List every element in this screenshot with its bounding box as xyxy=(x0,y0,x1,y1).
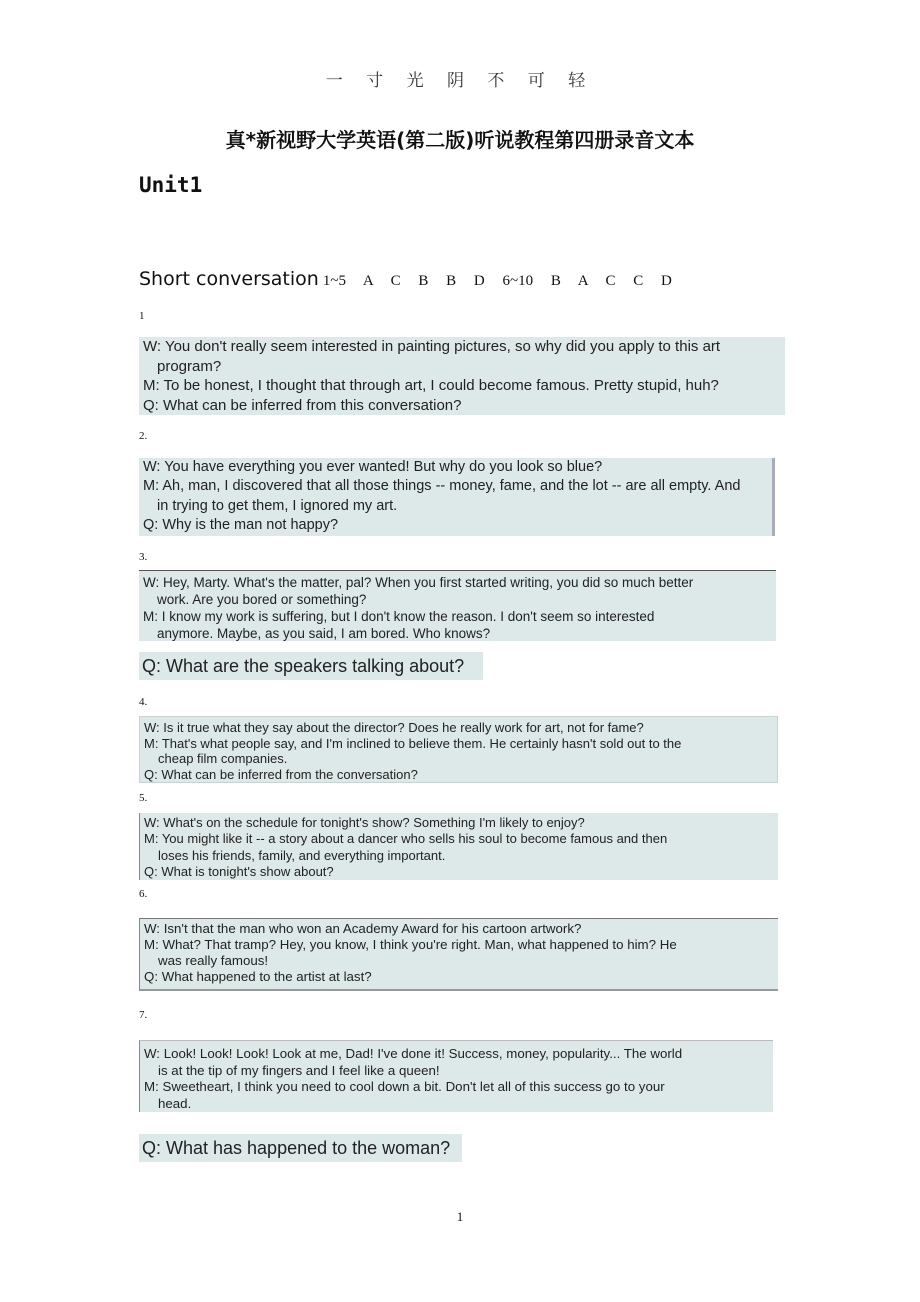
line: M: What? That tramp? Hey, you know, I think you're right. Man, what happened to him? He xyxy=(144,937,677,952)
line: W: What's on the schedule for tonight's show? Something I'm likely to enjoy? xyxy=(144,815,585,830)
question-box: Q: What are the speakers talking about? xyxy=(139,652,483,680)
conversation-box xyxy=(139,813,778,880)
line: W: You don't really seem interested in painting pictures, so why did you apply to this art xyxy=(143,338,721,355)
item-number: 7. xyxy=(139,1009,148,1021)
item-number: 1 xyxy=(139,310,145,322)
conversation-box xyxy=(139,570,776,641)
conversation-box xyxy=(139,1040,773,1112)
line: is at the tip of my fingers and I feel like a queen! xyxy=(158,1062,440,1078)
line: head. xyxy=(158,1096,192,1112)
line: Q: Why is the man not happy? xyxy=(143,516,339,533)
conversation-box xyxy=(139,458,775,536)
page-header-motto: 一 寸 光 阴 不 可 轻 xyxy=(325,71,595,91)
line: Q: What happened to the artist at last? xyxy=(144,969,372,984)
line: program? xyxy=(157,357,222,375)
line: loses his friends, family, and everything important. xyxy=(158,847,446,863)
line: M: Sweetheart, I think you need to cool down a bit. Don't let all of this success go to your xyxy=(144,1079,665,1095)
section-label: Short conversation xyxy=(139,268,319,290)
line: W: Is it true what they say about the director? Does he really work for art, not for fame? xyxy=(144,720,644,735)
line: M: You might like it -- a story about a dancer who sells his soul to become famous and then xyxy=(144,831,668,847)
line: M: Ah, man, I discovered that all those things -- money, fame, and the lot -- are all empty. And xyxy=(143,478,741,495)
conversation-box xyxy=(139,918,778,991)
answer-key: 1~5 A C B B D 6~10 B A C C D xyxy=(322,273,672,289)
item-number: 4. xyxy=(139,696,148,708)
line: Q: What can be inferred from this conversation? xyxy=(143,396,462,414)
item-number: 5. xyxy=(139,792,148,804)
line: M: That's what people say, and I'm inclined to believe them. He certainly hasn't sold out to the xyxy=(144,735,682,751)
item-number: 2. xyxy=(139,430,148,442)
item-number: 6. xyxy=(139,888,148,900)
line: W: Look! Look! Look! Look at me, Dad! I've done it! Success, money, popularity... The world xyxy=(144,1046,683,1061)
line: Q: What can be inferred from the conversation? xyxy=(144,766,418,782)
line: work. Are you bored or something? xyxy=(157,592,367,607)
question-box: Q: What has happened to the woman? xyxy=(139,1134,462,1162)
line: in trying to get them, I ignored my art. xyxy=(157,497,398,514)
short-conversation-heading xyxy=(139,268,672,290)
page-number: 1 xyxy=(456,1209,464,1224)
line: M: I know my work is suffering, but I don't know the reason. I don't seem so interested xyxy=(143,609,655,624)
line: cheap film companies. xyxy=(158,751,288,766)
line: W: You have everything you ever wanted! But why do you look so blue? xyxy=(143,459,603,475)
line: anymore. Maybe, as you said, I am bored. Who knows? xyxy=(157,626,491,641)
line: W: Isn't that the man who won an Academy Award for his cartoon artwork? xyxy=(144,921,582,936)
document-title: 真*新视野大学英语(第二版)听说教程第四册录音文本 xyxy=(225,128,695,152)
line: M: To be honest, I thought that through art, I could become famous. Pretty stupid, huh? xyxy=(143,377,719,394)
unit-heading: Unit1 xyxy=(139,173,203,197)
conversation-box xyxy=(139,716,778,783)
item-number: 3. xyxy=(139,551,148,563)
conversation-box xyxy=(139,337,785,415)
line: Q: What is tonight's show about? xyxy=(144,863,334,879)
line: W: Hey, Marty. What's the matter, pal? When you first started writing, you did so much better xyxy=(143,575,694,590)
line: was really famous! xyxy=(158,953,269,968)
